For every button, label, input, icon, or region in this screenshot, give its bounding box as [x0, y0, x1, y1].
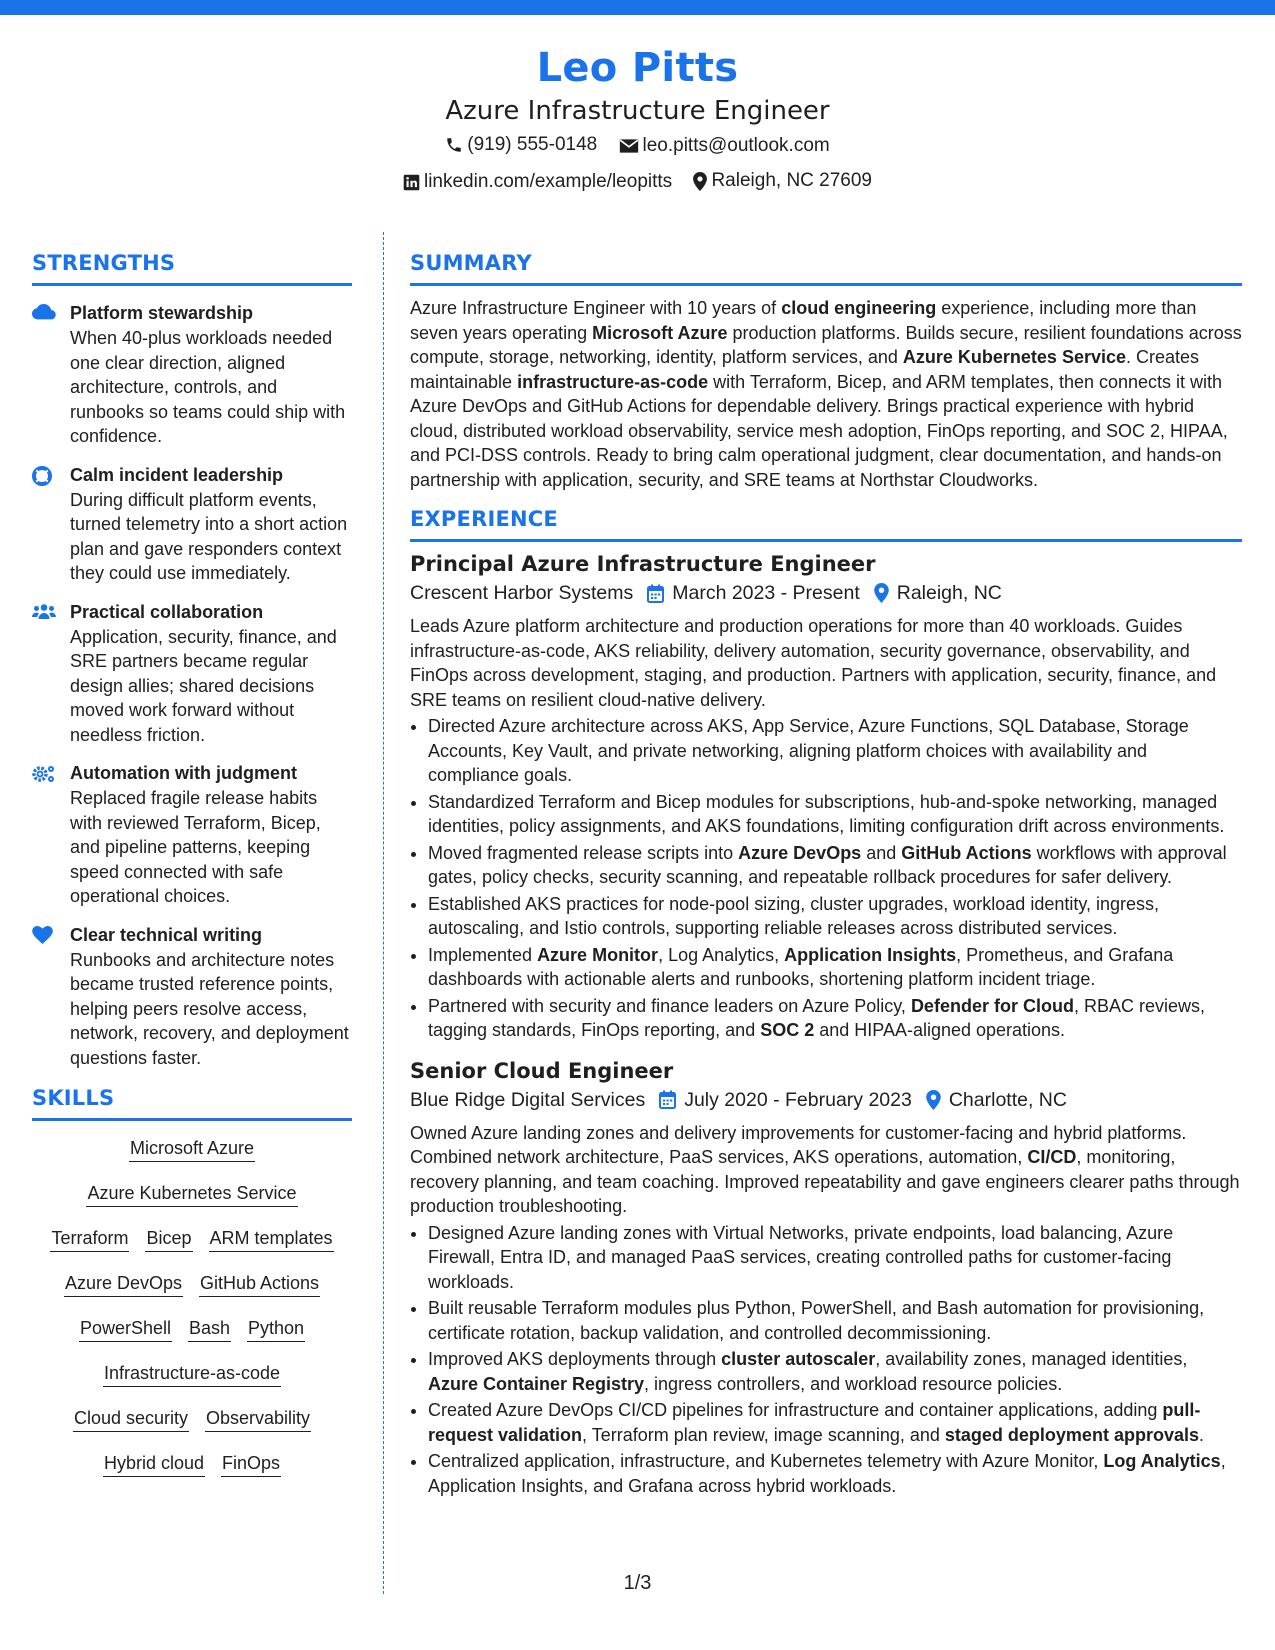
job-bullet: [428, 1347, 1242, 1396]
job-bullet: [428, 1398, 1242, 1447]
main-column: [410, 248, 1242, 1512]
skills-list: [32, 1135, 352, 1478]
job-dates: July 2020 - February 2023: [684, 1088, 912, 1111]
skill-row: [32, 1315, 352, 1343]
bold-text: cluster autoscaler: [721, 1349, 876, 1369]
page-number: 1/3: [623, 1572, 652, 1594]
strength-item: [32, 300, 352, 449]
email-contact[interactable]: [619, 131, 830, 161]
text-segment: , Terraform plan review, image scanning, and: [582, 1424, 945, 1445]
phone-contact[interactable]: [445, 130, 597, 160]
job-description: [410, 1121, 1242, 1219]
job-dates: March 2023 - Present: [672, 582, 860, 604]
text-segment: , availability zones, managed identities,: [875, 1349, 1188, 1369]
strength-title: Practical collaboration: [70, 601, 264, 622]
job-location: Charlotte, NC: [948, 1088, 1067, 1111]
bold-text: pull-request validation: [428, 1400, 1201, 1445]
job-bullet: [428, 943, 1242, 992]
skill-row: [32, 1135, 352, 1163]
contact-line-1: [0, 130, 1275, 164]
skill-row: [32, 1405, 352, 1433]
bold-text: Log Analytics: [1103, 1451, 1221, 1471]
skills-heading: SKILLS: [32, 1086, 115, 1110]
bold-text: Application Insights: [784, 944, 957, 965]
bold-text: Microsoft Azure: [592, 322, 728, 343]
column-divider: [383, 232, 384, 1594]
sidebar: [32, 248, 352, 1495]
strength-description: Replaced fragile release habits with reviewed Terraform, Bicep, and pipeline patterns, keeping speed connected with safe operational choices.: [70, 788, 321, 906]
bold-text: GitHub Actions: [901, 842, 1032, 863]
experience-rule: [410, 539, 1242, 542]
resume-header: [0, 40, 1275, 201]
skill-tag: Bicep: [145, 1225, 192, 1252]
text-segment: Partnered with security and finance leaders on Azure Policy,: [428, 995, 911, 1016]
bold-text: cloud engineering: [781, 298, 937, 318]
skill-row: [32, 1450, 352, 1478]
location-contact: [693, 166, 872, 196]
bold-text: Azure Container Registry: [428, 1373, 645, 1394]
job-bullets: [410, 1221, 1242, 1499]
skill-tag: ARM templates: [209, 1225, 334, 1252]
job-title: Principal Azure Infrastructure Engineer: [410, 552, 876, 576]
text-segment: , RBAC reviews, tagging standards, FinOps reporting, and: [428, 995, 1205, 1040]
job-bullet: [428, 790, 1242, 839]
calendar-icon: [647, 584, 664, 603]
text-segment: , Log Analytics,: [658, 944, 785, 965]
skill-tag: Azure Kubernetes Service: [86, 1180, 297, 1207]
strength-item: [32, 599, 352, 748]
job-bullet: [428, 1296, 1242, 1345]
text-segment: Directed Azure architecture across AKS, App Service, Azure Functions, SQL Database, Storage Accounts, Key Vault, and private networking, aligning platform choices with availability and compliance goals.: [428, 716, 1189, 785]
strength-title: Clear technical writing: [70, 924, 263, 945]
location-text: Raleigh, NC 27609: [711, 170, 872, 191]
skill-tag: Terraform: [50, 1225, 129, 1252]
job-bullet: [428, 714, 1242, 788]
strength-item: [32, 760, 352, 909]
text-segment: Created Azure DevOps CI/CD pipelines for infrastructure and container applications, adding: [428, 1400, 1163, 1420]
strength-item: [32, 922, 352, 1071]
text-segment: . Creates maintainable: [410, 347, 1200, 392]
text-segment: production platforms. Builds secure, resilient foundations across compute, storage, networking, identity, platform services, and: [410, 322, 1242, 367]
strength-description: During difficult platform events, turned telemetry into a short action plan and gave responders context they could use immediately.: [70, 489, 348, 583]
skill-tag: Cloud security: [73, 1405, 189, 1432]
envelope-icon: [619, 138, 639, 154]
bold-text: staged deployment approvals: [944, 1424, 1199, 1445]
bold-text: Defender for Cloud: [910, 995, 1074, 1016]
text-segment: Established AKS practices for node-pool sizing, cluster upgrades, workload identity, ingress, autoscaling, and Istio controls, supporting reliable releases across distributed services.: [428, 893, 1160, 938]
summary-heading: SUMMARY: [410, 251, 532, 275]
strengths-rule: [32, 283, 352, 286]
text-segment: , Application Insights, and Grafana across hybrid workloads.: [428, 1451, 1226, 1496]
skill-tag: Microsoft Azure: [129, 1135, 255, 1162]
phone-text: (919) 555-0148: [467, 134, 598, 155]
job-bullet: [428, 1449, 1242, 1498]
job-description: Leads Azure platform architecture and production operations for more than 40 workloads. Guides infrastructure-as-code, AKS reliability, delivery automation, security governance, observability, and FinOps across development, staging, and production. Partners with application, security, finance, and SRE teams on resilient cloud-native delivery.: [410, 616, 1217, 710]
skill-tag: Infrastructure-as-code: [103, 1360, 281, 1387]
text-segment: experience, including more than seven years operating: [410, 298, 1197, 343]
strength-description: When 40-plus workloads needed one clear direction, aligned architecture, controls, and runbooks so teams could ship with confidence.: [70, 328, 346, 446]
text-segment: Standardized Terraform and Bicep modules for subscriptions, hub-and-spoke networking, managed identities, policy assignments, and AKS foundations, limiting configuration drift across environments.: [428, 791, 1225, 836]
candidate-name: Leo Pitts: [536, 45, 739, 91]
skill-tag: GitHub Actions: [199, 1270, 320, 1297]
text-segment: Owned Azure landing zones and delivery improvements for customer-facing and hybrid platforms. Combined network architecture, PaaS services, AKS operations, automation,: [410, 1122, 1187, 1167]
job-entry: [410, 1057, 1242, 1499]
skill-tag: PowerShell: [79, 1315, 172, 1342]
text-segment: Designed Azure landing zones with Virtual Networks, private endpoints, load balancing, Azure Firewall, Entra ID, and managed PaaS services, creating controlled paths for customer-facing workloads.: [428, 1222, 1174, 1292]
strength-title: Calm incident leadership: [70, 464, 284, 485]
skill-tag: Hybrid cloud: [103, 1450, 205, 1477]
text-segment: .: [1198, 1424, 1204, 1445]
text-segment: , ingress controllers, and workload resource policies.: [644, 1373, 1063, 1394]
job-meta: [410, 1085, 1242, 1115]
job-entry: [410, 550, 1242, 1043]
text-segment: Azure Infrastructure Engineer with 10 years of: [410, 298, 782, 318]
bold-text: SOC 2: [760, 1020, 815, 1040]
summary-text: [410, 296, 1242, 492]
skill-row: [32, 1270, 352, 1298]
strength-item: [32, 462, 352, 586]
linkedin-contact[interactable]: [403, 167, 672, 197]
job-location: Raleigh, NC: [896, 582, 1002, 604]
bold-text: Azure Kubernetes Service: [902, 347, 1126, 367]
strength-description: Runbooks and architecture notes became trusted reference points, helping peers resolve access, network, recovery, and deployment questions faster.: [70, 949, 349, 1068]
phone-icon: [445, 136, 463, 154]
text-segment: and: [861, 842, 902, 863]
text-segment: Centralized application, infrastructure, and Kubernetes telemetry with Azure Monitor,: [428, 1451, 1104, 1471]
email-text: leo.pitts@outlook.com: [642, 135, 830, 156]
skill-tag: FinOps: [221, 1450, 281, 1477]
text-segment: workflows with approval gates, policy checks, security scanning, and repeatable rollback procedures for safer delivery.: [428, 842, 1227, 887]
job-bullets: [410, 714, 1242, 1043]
linkedin-text: linkedin.com/example/leopitts: [423, 171, 673, 192]
job-bullet: [428, 892, 1242, 941]
text-segment: with Terraform, Bicep, and ARM templates, then connects it with Azure DevOps and GitHub Actions for dependable delivery. Brings practical experience with hybrid cloud, distributed workload observability, service mesh adoption, FinOps reporting, and SOC 2, HIPAA, and PCI-DSS controls. Ready to bring calm operational judgment, clear documentation, and hands-on partnership with application, security, and SRE teams at Northstar Cloudworks.: [410, 371, 1228, 490]
strength-description: Application, security, finance, and SRE partners became regular design allies; shared decisions moved work forward without needless friction.: [70, 626, 337, 745]
cloud-icon: [32, 304, 56, 321]
skill-tag: Azure DevOps: [64, 1270, 183, 1297]
skill-tag: Python: [247, 1315, 305, 1342]
heart-icon: [32, 926, 53, 944]
map-pin-icon: [874, 583, 889, 603]
job-company: Crescent Harbor Systems: [410, 582, 634, 604]
job-title: Senior Cloud Engineer: [410, 1058, 674, 1083]
text-segment: Improved AKS deployments through: [428, 1349, 722, 1369]
users-icon: [32, 603, 56, 620]
skill-row: [32, 1180, 352, 1208]
bold-text: Azure Monitor: [537, 944, 659, 965]
bold-text: infrastructure-as-code: [517, 371, 709, 392]
contact-line-2: [0, 166, 1275, 201]
bold-text: Azure DevOps: [738, 842, 862, 863]
text-segment: , monitoring, recovery planning, and team coaching. Improved repeatability and gave engineers clearer paths through production troubleshooting.: [410, 1147, 1240, 1216]
job-meta: [410, 578, 1242, 608]
skill-row: [32, 1360, 352, 1388]
top-accent-bar: [0, 0, 1275, 15]
text-segment: Built reusable Terraform modules plus Python, PowerShell, and Bash automation for provisioning, certificate rotation, backup validation, and controlled decommissioning.: [428, 1298, 1205, 1343]
bold-text: CI/CD: [1027, 1147, 1077, 1167]
text-segment: and HIPAA-aligned operations.: [814, 1020, 1066, 1040]
experience-heading: EXPERIENCE: [410, 507, 558, 531]
skill-tag: Observability: [205, 1405, 311, 1432]
gears-icon: [32, 764, 56, 784]
strengths-heading: STRENGTHS: [32, 251, 176, 275]
job-bullet: [428, 1221, 1242, 1295]
job-company: Blue Ridge Digital Services: [410, 1088, 646, 1111]
job-bullet: [428, 841, 1242, 890]
skill-row: [32, 1225, 352, 1253]
candidate-role: Azure Infrastructure Engineer: [445, 96, 830, 126]
summary-rule: [410, 283, 1242, 286]
linkedin-icon: [403, 174, 420, 191]
skill-tag: Bash: [188, 1315, 231, 1342]
text-segment: , Prometheus, and Grafana dashboards with actionable alerts and runbooks, shortening platform incident triage.: [428, 944, 1174, 989]
life-ring-icon: [32, 466, 52, 486]
calendar-icon: [659, 1090, 676, 1109]
text-segment: Moved fragmented release scripts into: [428, 842, 739, 863]
job-bullet: [428, 994, 1242, 1043]
map-pin-icon: [693, 172, 707, 191]
map-pin-icon: [926, 1090, 941, 1110]
skills-rule: [32, 1118, 352, 1121]
text-segment: Implemented: [428, 944, 538, 965]
strength-title: Platform stewardship: [70, 303, 254, 323]
strength-title: Automation with judgment: [70, 763, 297, 783]
